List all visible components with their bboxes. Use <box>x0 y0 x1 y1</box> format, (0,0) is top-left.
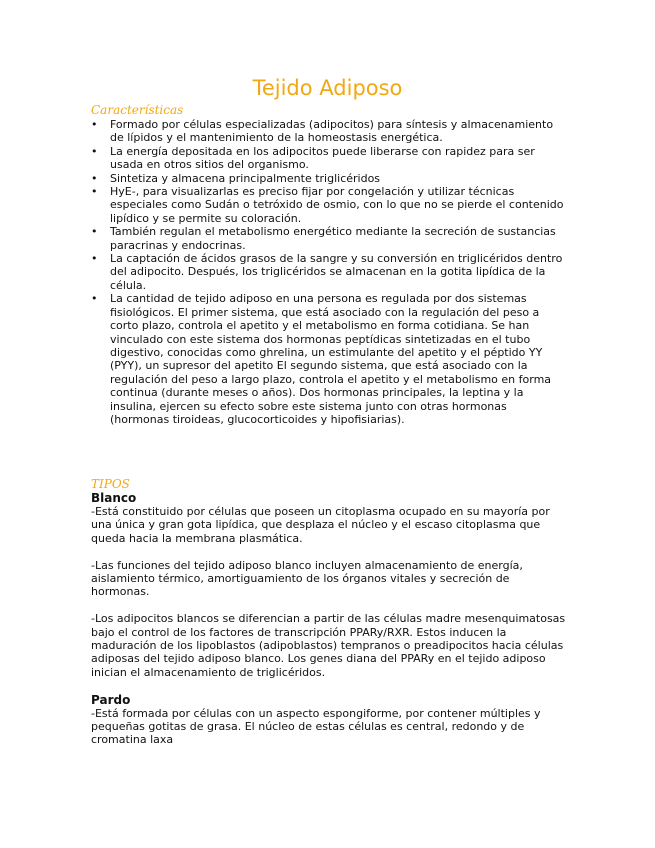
blanco-paragraph-1: -Está constituido por células que poseen un citoplasma ocupado en su mayoría por una única y gran gota lipídica, que desplaza el núcleo y el escaso citoplasma que queda hacia la membrana plasmática. <box>91 505 550 545</box>
pardo-paragraph-1: -Está formada por células con un aspecto espongiforme, por contener múltiples y pequeñas gotitas de grasa. El núcleo de estas células es central, redondo y de cromatina laxa <box>91 706 541 747</box>
list-item: • Sintetiza y almacena principalmente triglicéridos <box>91 172 566 185</box>
blanco-paragraph-2: -Las funciones del tejido adiposo blanco incluyen almacenamiento de energía, aislamiento térmico, amortiguamiento de los órganos vitales y secreción de hormonas. <box>91 558 523 599</box>
list-item: • HyE-, para visualizarlas es preciso fijar por congelación y utilizar técnicas especiales como Sudán o tetróxido de osmio, con lo que no se pierde el contenido lipídico y se permite su coloración. <box>91 185 566 225</box>
pardo-heading: Pardo <box>91 692 131 707</box>
list-item: • También regulan el metabolismo energético mediante la secreción de sustancias paracrinas y endocrinas. <box>91 225 566 252</box>
list-item: • Formado por células especializadas (adipocitos) para síntesis y almacenamiento de lípidos y el mantenimiento de la homeostasis energética. <box>91 118 566 145</box>
tipos-section <box>91 491 571 747</box>
blanco-paragraph-3: -Los adipocitos blancos se diferencian a partir de las células madre mesenquimatosas bajo el control de los factores de transcripción PPARy/RXR. Estos inducen la maduración de los lipoblastos (adipoblastos) tempranos o preadipocitos hacia células adiposas del tejido adiposo blanco. Los genes diana del PPARy en el tejido adiposo inician el almacenamiento de triglicéridos. <box>91 612 566 679</box>
caracteristicas-list <box>91 118 566 426</box>
list-item: • La captación de ácidos grasos de la sangre y su conversión en triglicéridos dentro del adipocito. Después, los triglicéridos se almacenan en la gotita lipídica de la célula. <box>91 252 566 292</box>
section-label-tipos: TIPOS <box>91 477 130 491</box>
list-item: • La energía depositada en los adipocitos puede liberarse con rapidez para ser usada en otros sitios del organismo. <box>91 145 566 172</box>
list-item: • La cantidad de tejido adiposo en una persona es regulada por dos sistemas fisiológicos. El primer sistema, que está asociado con la regulación del peso a corto plazo, controla el apetito y el metabolismo en forma cotidiana. Se han vinculado con este sistema dos hormonas peptídicas sintetizadas en el tubo digestivo, conocidas como ghrelina, un estimulante del apetito y el péptido YY (PYY), un supresor del apetito El segundo sistema, que está asociado con la regulación del peso a largo plazo, controla el apetito y el metabolismo en forma continua (durante meses o años). Dos hormonas principales, la leptina y la insulina, ejercen su efecto sobre este sistema junto con otras hormonas (hormonas tiroideas, glucocorticoides y hipofisiarias). <box>91 292 566 426</box>
section-label-caracteristicas: Características <box>91 103 184 117</box>
blanco-heading: Blanco <box>91 491 137 505</box>
page-title: Tejido Adiposo <box>252 76 403 100</box>
